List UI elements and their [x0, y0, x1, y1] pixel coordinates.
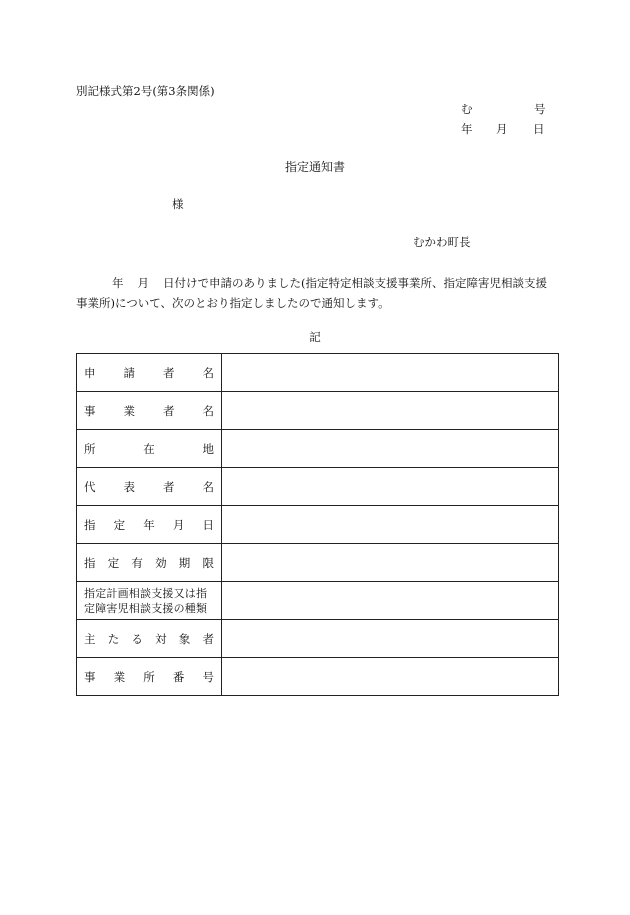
- row-value-field[interactable]: [222, 392, 559, 430]
- table-row: [77, 658, 559, 696]
- row-label-text: [84, 365, 214, 381]
- table-row: [77, 620, 559, 658]
- table-row: [77, 430, 559, 468]
- row-label: [77, 582, 222, 620]
- notice-body: [76, 273, 562, 313]
- row-label-char: 申: [84, 365, 96, 380]
- document-title: 指定通知書: [284, 160, 345, 174]
- row-label: [77, 392, 222, 430]
- row-label: [77, 544, 222, 582]
- row-label-char: 業: [123, 403, 135, 418]
- row-label-char: 期: [178, 555, 191, 570]
- row-label-char: 番: [172, 669, 185, 684]
- row-label-char: 名: [202, 403, 214, 418]
- row-label-char: 主: [84, 631, 96, 646]
- designation-details-table: [76, 353, 559, 696]
- document-number-prefix: む: [461, 102, 473, 116]
- row-value-field[interactable]: [222, 430, 559, 468]
- row-label-char: 者: [163, 403, 175, 418]
- row-label-char: る: [131, 631, 143, 646]
- ki-heading: 記: [309, 330, 321, 344]
- row-label-char: 者: [163, 479, 175, 494]
- row-value-field[interactable]: [222, 544, 559, 582]
- row-label-char: 月: [172, 517, 185, 532]
- form-number: 別記様式第2号(第3条関係): [76, 84, 215, 98]
- date-day-label: 日: [533, 122, 545, 136]
- row-label-char: 名: [202, 365, 214, 380]
- row-value-field[interactable]: [222, 658, 559, 696]
- row-label-char: 定: [113, 517, 126, 532]
- date-month-label: 月: [496, 122, 508, 136]
- row-label: [77, 354, 222, 392]
- row-label-char: 事: [84, 669, 96, 684]
- row-label-char: 地: [202, 441, 214, 456]
- row-label-char: 業: [113, 669, 126, 684]
- row-label-char: 指: [84, 555, 96, 570]
- date-year-label: 年: [461, 122, 473, 136]
- row-value-field[interactable]: [222, 582, 559, 620]
- row-value-field[interactable]: [222, 354, 559, 392]
- row-label-char: 対: [155, 631, 167, 646]
- table-row: [77, 354, 559, 392]
- row-label-char: 定: [107, 555, 120, 570]
- issuer-name: むかわ町長: [413, 235, 471, 249]
- row-label-char: 象: [178, 631, 191, 646]
- row-label: [77, 620, 222, 658]
- row-label-line: 定障害児相談支援の種類: [84, 601, 208, 615]
- row-label-text: [84, 517, 214, 533]
- body-year-label: 年: [112, 276, 124, 290]
- row-label-char: 所: [84, 441, 96, 456]
- row-label-char: 指: [84, 517, 96, 532]
- row-label-text: [84, 479, 214, 495]
- row-label-text: [84, 631, 214, 647]
- notice-body-line-2: 事業所)について、次のとおり指定しましたので通知します。: [76, 296, 390, 310]
- row-label-char: 表: [123, 479, 135, 494]
- row-label-char: 者: [202, 631, 214, 646]
- row-value-field[interactable]: [222, 506, 559, 544]
- table-row: [77, 544, 559, 582]
- row-label-char: 号: [202, 669, 214, 684]
- row-label-char: 請: [123, 365, 135, 380]
- row-label-char: 名: [202, 479, 214, 494]
- table-row: [77, 392, 559, 430]
- row-label: [77, 468, 222, 506]
- row-label-line: 指定計画相談支援又は指: [84, 586, 208, 600]
- row-label-char: 所: [143, 669, 155, 684]
- row-label-char: 有: [131, 555, 143, 570]
- table-row: [77, 582, 559, 620]
- row-label-text: [84, 555, 214, 571]
- row-value-field[interactable]: [222, 468, 559, 506]
- row-label-text: [84, 403, 214, 419]
- row-label-char: た: [107, 631, 120, 646]
- row-label-char: 代: [84, 479, 96, 494]
- body-main-text: 日付けで申請のありました(指定特定相談支援事業所、指定障害児相談支援: [163, 276, 547, 290]
- row-label-text: [84, 669, 214, 685]
- row-value-field[interactable]: [222, 620, 559, 658]
- row-label-char: 在: [143, 441, 155, 456]
- row-label-char: 限: [202, 555, 214, 570]
- row-label-char: 効: [155, 555, 167, 570]
- table-row: [77, 468, 559, 506]
- row-label: [77, 658, 222, 696]
- row-label: [77, 506, 222, 544]
- row-label-char: 事: [84, 403, 96, 418]
- row-label-char: 年: [143, 517, 155, 532]
- row-label-text: [84, 441, 214, 457]
- table-row: [77, 506, 559, 544]
- row-label-char: 者: [163, 365, 175, 380]
- addressee-honorific: 様: [172, 197, 184, 211]
- document-number-suffix: 号: [534, 102, 546, 116]
- row-label-char: 日: [202, 517, 214, 532]
- body-month-label: 月: [137, 276, 149, 290]
- notice-body-line-1: [76, 273, 562, 293]
- row-label: [77, 430, 222, 468]
